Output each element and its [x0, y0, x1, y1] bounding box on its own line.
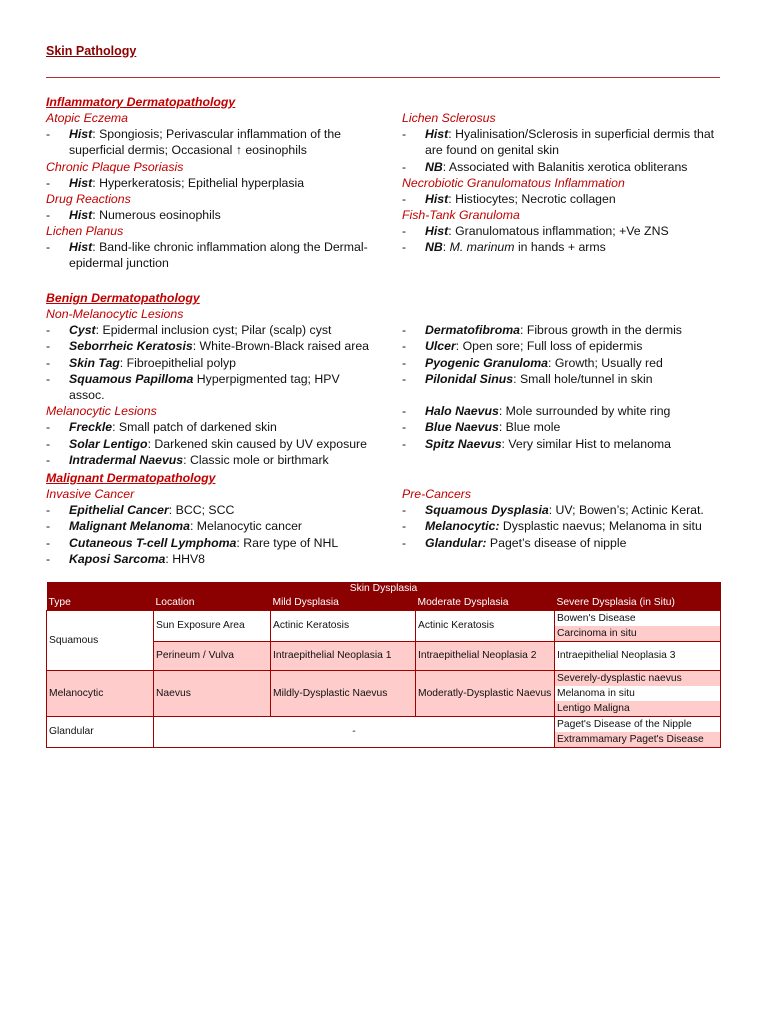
severe-line: Bowen's Disease [555, 611, 720, 626]
subheading: Atopic Eczema [46, 111, 129, 125]
cell-severe [555, 671, 721, 717]
item-text: : Small hole/tunnel in skin [513, 371, 653, 386]
subheading: Drug Reactions [46, 191, 131, 206]
list-item [402, 322, 732, 338]
title-divider [46, 77, 720, 78]
item-text: : Very similar Hist to melanoma [501, 436, 672, 451]
inflammatory-left-column [46, 94, 376, 272]
subheading: Necrobiotic Granulomatous Inflammation [402, 175, 625, 190]
benign-left-column [46, 290, 376, 468]
subheading-pre-cancers: Pre-Cancers [402, 487, 472, 501]
table-row-melanocytic [47, 671, 721, 717]
item-text: : Mole surrounded by white ring [498, 404, 671, 419]
item-label: Cyst [69, 323, 96, 337]
item-text: : UV; Bowen’s; Actinic Kerat. [548, 503, 704, 517]
item-label: Epithelial Cancer [69, 503, 169, 517]
header-type: Type [47, 596, 154, 611]
item-text: : Melanocytic cancer [189, 519, 303, 534]
header-moderate: Moderate Dysplasia [416, 596, 555, 611]
list-item [402, 419, 732, 435]
list-item [402, 535, 712, 551]
item-text: : [442, 240, 450, 255]
item-text: : Fibroepithelial polyp [119, 355, 236, 370]
benign-right-column [402, 322, 732, 452]
item-label: NB [425, 159, 443, 174]
list-item [402, 126, 732, 159]
list-item [402, 518, 712, 534]
list-item [402, 159, 732, 175]
malignant-left-column [46, 470, 376, 567]
item-label: Squamous Dysplasia [425, 503, 549, 517]
item-text: : Associated with Balanitis xerotica obliterans [442, 159, 688, 174]
cell-moderate: Actinic Keratosis [416, 611, 555, 642]
item-italic-text: M. marinum [449, 240, 515, 255]
header-severe: Severe Dysplasia (in Situ) [555, 596, 721, 611]
list-item [402, 191, 732, 207]
list-item [46, 502, 376, 518]
cell-type-squamous: Squamous [47, 611, 154, 671]
list-item [46, 355, 376, 371]
severe-line: Paget's Disease of the Nipple [555, 717, 720, 732]
section-heading-malignant: Malignant Dermatopathology [46, 471, 216, 485]
list-item [46, 207, 376, 223]
item-label: Dermatofibroma [425, 323, 520, 337]
item-text: : Epidermal inclusion cyst; Pilar (scalp) cyst [95, 323, 332, 337]
item-text: : HHV8 [165, 551, 206, 566]
cell-moderate: Moderatly-Dysplastic Naevus [416, 671, 555, 717]
severe-line: Extrammamary Paget's Disease [555, 732, 720, 747]
item-text: Hyperpigmented tag; HPV assoc. [69, 371, 340, 403]
list-item [46, 239, 376, 272]
section-heading-inflammatory: Inflammatory Dermatopathology [46, 95, 236, 109]
list-item [46, 436, 376, 452]
list-item [402, 436, 732, 452]
cell-mild: Actinic Keratosis [271, 611, 416, 642]
list-item [402, 371, 732, 387]
cell-severe [555, 611, 721, 642]
item-label: Hist [425, 224, 449, 239]
severe-line: Carcinoma in situ [555, 626, 720, 641]
item-label: Skin Tag [69, 355, 120, 370]
table-row-squamous-1 [47, 611, 721, 642]
item-text: : Growth; Usually red [548, 355, 663, 370]
list-item [402, 502, 712, 518]
item-text: : Blue mole [498, 420, 561, 435]
item-label: Melanocytic: [425, 519, 500, 534]
list-item [46, 371, 376, 404]
item-label: Hist [69, 240, 93, 255]
item-text: Paget’s disease of nipple [486, 535, 627, 550]
list-item [402, 403, 732, 419]
subheading-non-melanocytic: Non-Melanocytic Lesions [46, 307, 184, 321]
item-label: Freckle [69, 420, 113, 435]
item-label: Solar Lentigo [69, 436, 148, 451]
cell-location: Perineum / Vulva [154, 642, 271, 671]
item-text: : Granulomatous inflammation; +Ve ZNS [448, 224, 669, 239]
item-text: : Small patch of darkened skin [112, 420, 277, 435]
list-item [402, 239, 732, 255]
list-item [46, 338, 376, 354]
list-item [46, 551, 376, 567]
cell-type-glandular: Glandular [47, 717, 154, 748]
item-text: : Spongiosis; Perivascular inflammation of the superficial dermis; Occasional ↑ eosinophils [69, 127, 342, 158]
list-item [46, 322, 376, 338]
table-caption: Skin Dysplasia [47, 582, 721, 596]
item-label: Seborrheic Keratosis [69, 339, 193, 354]
list-item [402, 338, 732, 354]
header-mild: Mild Dysplasia [271, 596, 416, 611]
list-item [402, 223, 732, 239]
list-item [402, 355, 732, 371]
cell-severe: Intraepithelial Neoplasia 3 [555, 642, 721, 671]
item-label: NB [425, 240, 443, 255]
list-item [46, 452, 376, 468]
item-text: : Hyalinisation/Sclerosis in superficial dermis that are found on genital skin [425, 127, 715, 158]
cell-type-melanocytic: Melanocytic [47, 671, 154, 717]
item-text: : Fibrous growth in the dermis [519, 323, 682, 337]
item-label: Squamous Papilloma [69, 371, 194, 386]
item-text: : Darkened skin caused by UV exposure [147, 436, 367, 451]
item-label: Hist [69, 127, 93, 141]
item-label: Hist [425, 191, 449, 206]
item-text: Dysplastic naevus; Melanoma in situ [499, 519, 702, 534]
item-text: : Classic mole or birthmark [183, 453, 329, 468]
item-label: Intradermal Naevus [69, 453, 184, 468]
cell-mild: Mildly-Dysplastic Naevus [271, 671, 416, 717]
malignant-right-column [402, 486, 712, 551]
table-header-row [47, 596, 721, 611]
item-label: Pyogenic Granuloma [425, 355, 548, 370]
item-label: Glandular: [425, 535, 487, 550]
item-label: Spitz Naevus [425, 436, 502, 451]
item-label: Hist [425, 127, 449, 141]
cell-glandular-span: - [154, 717, 555, 748]
cell-severe [555, 717, 721, 748]
item-text: : Histiocytes; Necrotic collagen [448, 191, 616, 206]
subheading-invasive-cancer: Invasive Cancer [46, 487, 135, 501]
item-text: : Open sore; Full loss of epidermis [455, 339, 643, 354]
page-title: Skin Pathology [46, 44, 137, 58]
list-item [46, 419, 376, 435]
table-row-glandular [47, 717, 721, 748]
list-item [46, 126, 376, 159]
item-label: Blue Naevus [425, 420, 499, 435]
item-text: : Numerous eosinophils [92, 207, 221, 222]
item-label: Pilonidal Sinus [425, 371, 514, 386]
subheading: Lichen Sclerosus [402, 111, 496, 125]
severe-line: Melanoma in situ [555, 686, 720, 701]
severe-line: Lentigo Maligna [555, 701, 720, 716]
list-item [46, 535, 376, 551]
item-text: : Hyperkeratosis; Epithelial hyperplasia [92, 175, 305, 190]
item-label: Ulcer [425, 339, 456, 354]
cell-moderate: Intraepithelial Neoplasia 2 [416, 642, 555, 671]
skin-dysplasia-table [46, 582, 721, 748]
item-label: Hist [69, 175, 93, 190]
list-item [46, 175, 376, 191]
item-label: Cutaneous T-cell Lymphoma [69, 535, 237, 550]
cell-location: Sun Exposure Area [154, 611, 271, 642]
item-text: in hands + arms [514, 240, 606, 255]
item-label: Kaposi Sarcoma [69, 551, 166, 566]
cell-location: Naevus [154, 671, 271, 717]
list-item [46, 518, 376, 534]
subheading: Lichen Planus [46, 224, 124, 239]
subheading-melanocytic: Melanocytic Lesions [46, 404, 157, 419]
item-text: : Rare type of NHL [236, 535, 339, 550]
subheading: Chronic Plaque Psoriasis [46, 159, 184, 174]
cell-mild: Intraepithelial Neoplasia 1 [271, 642, 416, 671]
item-text: : Band-like chronic inflammation along the Dermal-epidermal junction [69, 240, 368, 271]
item-label: Malignant Melanoma [69, 519, 190, 534]
item-text: : BCC; SCC [168, 503, 235, 517]
section-heading-benign: Benign Dermatopathology [46, 291, 200, 305]
severe-line: Severely-dysplastic naevus [555, 671, 720, 686]
inflammatory-right-column [402, 110, 732, 256]
item-text: : White-Brown-Black raised area [192, 339, 370, 354]
item-label: Halo Naevus [425, 404, 499, 419]
item-label: Hist [69, 207, 93, 222]
subheading: Fish-Tank Granuloma [402, 208, 520, 223]
header-location: Location [154, 596, 271, 611]
